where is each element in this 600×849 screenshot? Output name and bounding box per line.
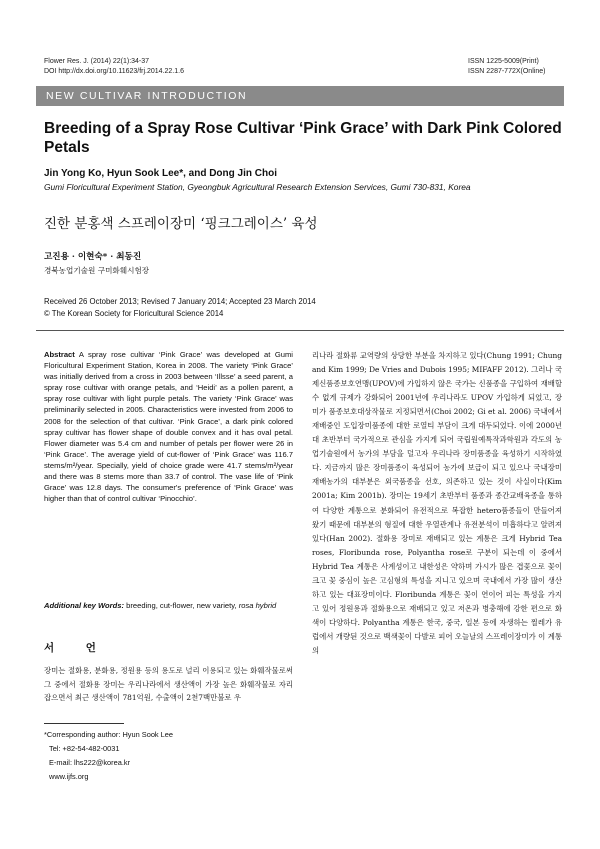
keywords-species: rosa hybrid <box>238 601 277 610</box>
keywords-label: Additional key Words: <box>44 601 125 610</box>
section-banner <box>36 86 564 106</box>
section-banner-label: NEW CULTIVAR INTRODUCTION <box>46 90 248 102</box>
korean-title: 진한 분홍색 스프레이장미 ‘핑크그레이스’ 육성 <box>44 216 318 232</box>
copyright-notice: © The Korean Society for Floricultural Science 2014 <box>44 309 224 318</box>
introduction-heading: 서 언 <box>44 642 110 654</box>
journal-website[interactable]: www.ijfs.org <box>49 772 89 781</box>
corresponding-author: *Corresponding author: Hyun Sook Lee <box>44 730 174 739</box>
section-divider <box>36 330 564 331</box>
author-affiliation: Gumi Floricultural Experiment Station, Gyeongbuk Agricultural Research Extension Services, Gumi 730-831, Korea <box>44 182 471 192</box>
article-title: Breeding of a Spray Rose Cultivar ‘Pink Grace’ with Dark Pink Colored Petals <box>44 120 562 156</box>
footnote-rule <box>44 723 124 724</box>
author-list: Jin Yong Ko, Hyun Sook Lee*, and Dong Jin Choi <box>44 168 277 179</box>
journal-citation: Flower Res. J. (2014) 22(1):34-37 <box>44 58 150 65</box>
author-phone: Tel: +82-54-482-0031 <box>49 744 120 753</box>
author-email[interactable]: E-mail: lhs222@korea.kr <box>49 758 131 767</box>
keywords-text: breeding, cut-flower, new variety, <box>124 601 239 610</box>
keywords-paragraph <box>44 600 293 611</box>
korean-author-list: 고진용 · 이현숙* · 최동진 <box>44 252 142 262</box>
korean-affiliation: 경북농업기술원 구미화훼시험장 <box>44 266 150 275</box>
received-dates: Received 26 October 2013; Revised 7 January 2014; Accepted 23 March 2014 <box>44 297 316 306</box>
issn-online: ISSN 2287-772X(Online) <box>468 68 546 75</box>
introduction-left-text: 장미는 절화용, 분화용, 정원용 등의 용도로 널리 이용되고 있는 화훼작물로써 그 중에서 절화용 장미는 우리나라에서 생산액이 가장 높은 화훼작물로 자리잡으면서 최근 생산액이 781억원, 수출액이 2천7백만불로 우 <box>44 666 293 703</box>
abstract-label: Abstract <box>44 350 75 359</box>
doi-link[interactable]: DOI http://dx.doi.org/10.11623/frj.2014.22.1.6 <box>44 68 184 75</box>
abstract-paragraph <box>44 349 293 504</box>
footnote-block <box>44 728 173 784</box>
abstract-text: A spray rose cultivar ‘Pink Grace’ was developed at Gumi Floricultural Experiment Station, Korea in 2008. The variety ‘Pink Grace’ was initially derived from a cross in 2003 between ‘Illsse’ a seed parent, a spray rose cultivar with orange petals, and ‘Heidi’ as a pollen parent, a spray rose cultivar with light purple petals. The variety ‘Pink Grace’ was preliminarily selected in 2005. Characteristics were invested from 2006 to 2008 for the selection of that cultivar. ‘Pink Grace’, a dark pink colored spray cultivar has flower shape of double convex and it has oval petal. Flower diameter was 5.4 cm and number of petals per flower were 26 in ‘Pink Grace’. The average yield of cut-flower of ‘Pink Grace’ was 116.7 stems/m²/year. Specially, yield of choice grade were 41.7 stems/m²/year and there was 8 stems more than 33.7 of control. The vase life of ‘Pink Grace’ was 12.8 days. The consumer's preference of ‘Pink Grace’ was higher than that of control cultivar ‘Pinocchio’. <box>44 350 293 504</box>
introduction-right-text: 리나라 절화류 교역량의 상당한 부분을 차지하고 있다(Chung 1991; Chung and Kim 1999; De Vries and Dubois 1995; MIFAFF 2012). 그러나 국제신품종보호연맹(UPOV)에 가입하지 않은 국가는 신품종을 구입하여 재배할 수 없게 규제가 강화되어 2001년에 우리나라도 UPOV 가입하게 되었고, 장미가 품종보호대상작물로 지정되면서(Choi 2002; Gi et al. 2006) 국내에서 재배중인 도입장미품종에 대한 로열티 부담이 크게 대두되었다. 이에 2000년대 초반부터 국가적으로 관심을 가지게 되어 국립원예특작과학원과 각도의 농업기술원에서 농가의 부담을 덜고자 우리나라 장미품종을 육성하기 시작하였다. 지금까지 많은 장미품종이 육성되어 농가에 보급이 되고 있으나 국내장미 재배농가의 대부분은 외국품종을 선호, 의존하고 있는 것이 사실이다(Kim 2001a; Kim 2001b). 장미는 19세기 초반부터 품종과 종간교배육종을 통하여 다양한 계통으로 분화되어 유전적으로 복잡한 hetero품종들이 만들어져 왔기 때문에 대부분의 형질에 대한 우열관계나 유전분석이 미흡하다고 알려져 있다(Han 2002). 절화용 장미로 재배되고 있는 계통은 크게 Hybrid Tea roses, Floribunda rose, Polyantha rose로 구분이 되는데 이 중에서 Hybrid Tea 계통은 사계성이고 내한성은 약하며 가시가 많은 겹꽃으로 꽃이 크고 꽃 중심이 높은 고심형의 특성을 지니고 있으며 국내에서 가장 많이 생산하고 있는 대표장미이다. Floribunda 계통은 꽃이 연이어 피는 특성을 가지고 있어 정원용과 절화용으로 재배되고 있고 저온과 병충해에 강한 편으로 화색이 다양하다. Polyantha 계통은 한국, 중국, 일본 등에 자생하는 찔레가 유럽에서 개량된 것으로 백색꽃이 다발로 피어 오늘날의 스프레이장미가 이 계통의 <box>312 351 563 655</box>
issn-print: ISSN 1225-5009(Print) <box>468 58 539 65</box>
